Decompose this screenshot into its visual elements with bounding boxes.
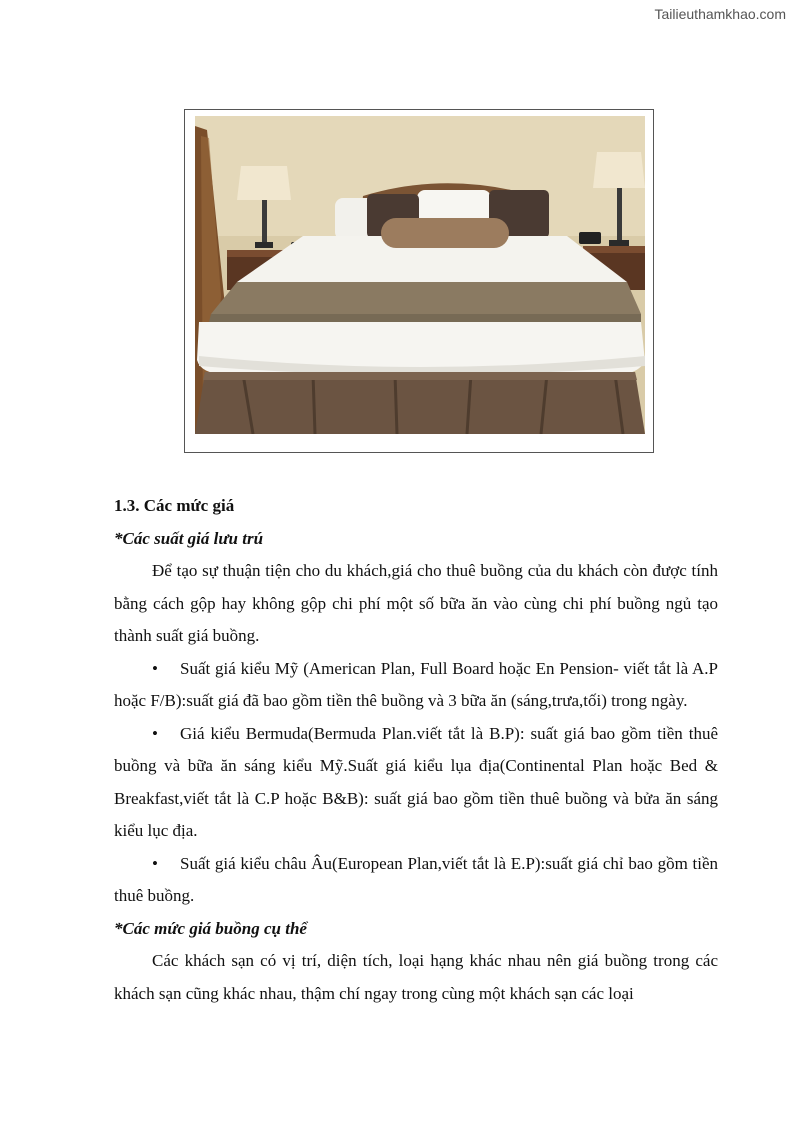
- list-item-text: Giá kiểu Bermuda(Bermuda Plan.viết tắt là B.P): suất giá bao gồm tiền thuê buồng và bữa ăn sáng kiểu Mỹ.Suất giá kiểu lụa địa(Continental Plan hoặc Bed & Breakfast,viết tắt là C.P hoặc B&B): suất giá bao gồm tiền thuê buồng và bửa ăn sáng kiểu lục địa.: [114, 723, 718, 840]
- main-text: [114, 490, 718, 1010]
- list-item: [114, 653, 718, 718]
- list-item-text: Suất giá kiểu Mỹ (American Plan, Full Board hoặc En Pension- viết tắt là A.P hoặc F/B):suất giá đã bao gồm tiền thê buồng và 3 bữa ăn (sáng,trưa,tối) trong ngày.: [114, 658, 718, 710]
- paragraph-intro: Để tạo sự thuận tiện cho du khách,giá cho thuê buồng của du khách còn được tính bằng cách gộp hay không gộp chi phí một số bữa ăn vào cùng chi phí buồng ngủ tạo thành suất giá buồng.: [114, 561, 718, 645]
- list-item-text: Suất giá kiểu châu Âu(European Plan,viết tắt là E.P):suất giá chỉ bao gồm tiền thuê buồng.: [114, 853, 718, 905]
- subheading-rates: *Các suất giá lưu trú: [114, 528, 264, 548]
- paragraph-room-rates: Các khách sạn có vị trí, diện tích, loại hạng khác nhau nên giá buồng trong các khách sạn cũng khác nhau, thậm chí ngay trong cùng một khách sạn các loại: [114, 951, 718, 1003]
- list-item: [114, 718, 718, 848]
- list-item: [114, 848, 718, 913]
- bullet-icon: •: [152, 853, 158, 873]
- bullet-icon: •: [152, 723, 158, 743]
- bullet-icon: •: [152, 658, 158, 678]
- watermark: Tailieuthamkhao.com: [654, 6, 786, 22]
- hotel-bed-photo: [195, 116, 645, 434]
- hotel-bed-figure: [184, 109, 654, 453]
- subheading-room-rates: *Các mức giá buồng cụ thể: [114, 918, 307, 938]
- section-heading: 1.3. Các mức giá: [114, 496, 235, 515]
